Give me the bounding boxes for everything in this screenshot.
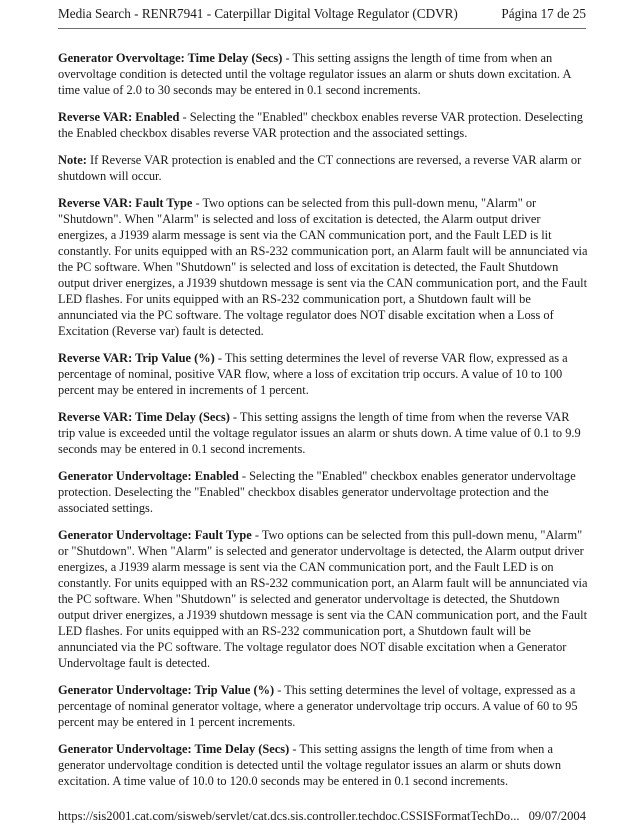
paragraph-reverse-var-enabled xyxy=(58,109,588,141)
source-url: https://sis2001.cat.com/sisweb/servlet/cat.dcs.sis.controller.techdoc.CSSISFormatTechDo... xyxy=(58,808,520,823)
paragraph-text: - This setting determines the level of reverse VAR flow, expressed as a percentage of nominal, positive VAR flow, where a loss of excitation trip occurs. A value of 10 to 100 percent may be entered in increments of 1 percent. xyxy=(58,351,568,397)
paragraph-reverse-var-trip-value xyxy=(58,350,588,398)
paragraph-term: Reverse VAR: Time Delay (Secs) xyxy=(58,410,230,424)
paragraph-reverse-var-fault-type xyxy=(58,195,588,339)
paragraph-term: Generator Undervoltage: Trip Value (%) xyxy=(58,683,275,697)
document-body xyxy=(58,50,588,800)
paragraph-text: - This setting assigns the length of time from when an overvoltage condition is detected until the voltage regulator issues an alarm or shuts down excitation. A time value of 2.0 to 30 seconds may be entered in 0.1 second increments. xyxy=(58,51,571,97)
paragraph-text: - Two options can be selected from this pull-down menu, "Alarm" or "Shutdown". When "Alarm" is selected and loss of excitation is detected, the Alarm output driver energizes, a J1939 alarm message is sent via the CAN communication port, and the Fault LED is lit constantly. For units equipped with an RS-232 communication port, an Alarm fault will be annunciated via the PC software. When "Shutdown" is selected and loss of excitation is detected, the Fault Shutdown output driver energizes, a J1939 shutdown message is sent via the CAN communication port, and the Fault LED flashes. For units equipped with an RS-232 communication port, a Shutdown fault will be annunciated via the PC software. The voltage regulator does NOT disable excitation when a Loss of Excitation (Reverse var) fault is detected. xyxy=(58,196,588,338)
paragraph-text: - Two options can be selected from this pull-down menu, "Alarm" or "Shutdown". When "Alarm" is selected and generator undervoltage is detected, the Alarm output driver energizes, a J1939 alarm message is sent via the CAN communication port, and the Fault LED is on constantly. For units equipped with an RS-232 communication port, an Alarm fault will be annunciated via the PC software. When "Shutdown" is selected and generator undervoltage is detected, the Shutdown output driver energizes, a J1939 shutdown message is sent via the CAN communication port, and the Fault LED flashes. For units equipped with an RS-232 communication port, a Shutdown fault will be annunciated via the PC software. The voltage regulator does NOT disable excitation when a Generator Undervoltage fault is detected. xyxy=(58,528,588,670)
paragraph-generator-undervoltage-enabled xyxy=(58,468,588,516)
page-number: Página 17 de 25 xyxy=(501,6,586,21)
paragraph-text: - Selecting the "Enabled" checkbox enables reverse VAR protection. Deselecting the Enabled checkbox disables reverse VAR protection and the associated settings. xyxy=(58,110,584,140)
paragraph-generator-undervoltage-fault-type xyxy=(58,527,588,671)
paragraph-generator-undervoltage-trip-value xyxy=(58,682,588,730)
paragraph-term: Generator Undervoltage: Enabled xyxy=(58,469,239,483)
page-header xyxy=(58,0,586,29)
print-date: 09/07/2004 xyxy=(528,808,586,823)
paragraph-generator-undervoltage-time-delay xyxy=(58,741,588,789)
paragraph-term: Note: xyxy=(58,153,87,167)
paragraph-text: - Selecting the "Enabled" checkbox enables generator undervoltage protection. Deselecting the "Enabled" checkbox disables generator undervoltage protection and the associated settings. xyxy=(58,469,576,515)
page-footer xyxy=(58,807,586,825)
paragraph-note xyxy=(58,152,588,184)
paragraph-term: Generator Overvoltage: Time Delay (Secs) xyxy=(58,51,283,65)
paragraph-text: - This setting assigns the length of time from when the reverse VAR trip value is exceeded until the voltage regulator issues an alarm or shuts down. A time value of 0.1 to 9.9 seconds may be entered in 0.1 second increments. xyxy=(58,410,581,456)
paragraph-term: Generator Undervoltage: Time Delay (Secs) xyxy=(58,742,290,756)
paragraph-term: Reverse VAR: Fault Type xyxy=(58,196,193,210)
paragraph-text: - This setting determines the level of voltage, expressed as a percentage of nominal generator voltage, where a generator undervoltage trip occurs. A value of 60 to 95 percent may be entered in 1 percent increments. xyxy=(58,683,578,729)
paragraph-text: - This setting assigns the length of time from when a generator undervoltage condition is detected until the voltage regulator issues an alarm or shuts down excitation. A time value of 10.0 to 120.0 seconds may be entered in 0.1 second increments. xyxy=(58,742,562,788)
paragraph-reverse-var-time-delay xyxy=(58,409,588,457)
paragraph-term: Generator Undervoltage: Fault Type xyxy=(58,528,252,542)
paragraph-term: Reverse VAR: Enabled xyxy=(58,110,180,124)
paragraph-text: If Reverse VAR protection is enabled and the CT connections are reversed, a reverse VAR alarm or shutdown will occur. xyxy=(58,153,582,183)
paragraph-term: Reverse VAR: Trip Value (%) xyxy=(58,351,215,365)
paragraph-generator-overvoltage-time-delay xyxy=(58,50,588,98)
document-title: Media Search - RENR7941 - Caterpillar Digital Voltage Regulator (CDVR) xyxy=(58,6,458,21)
